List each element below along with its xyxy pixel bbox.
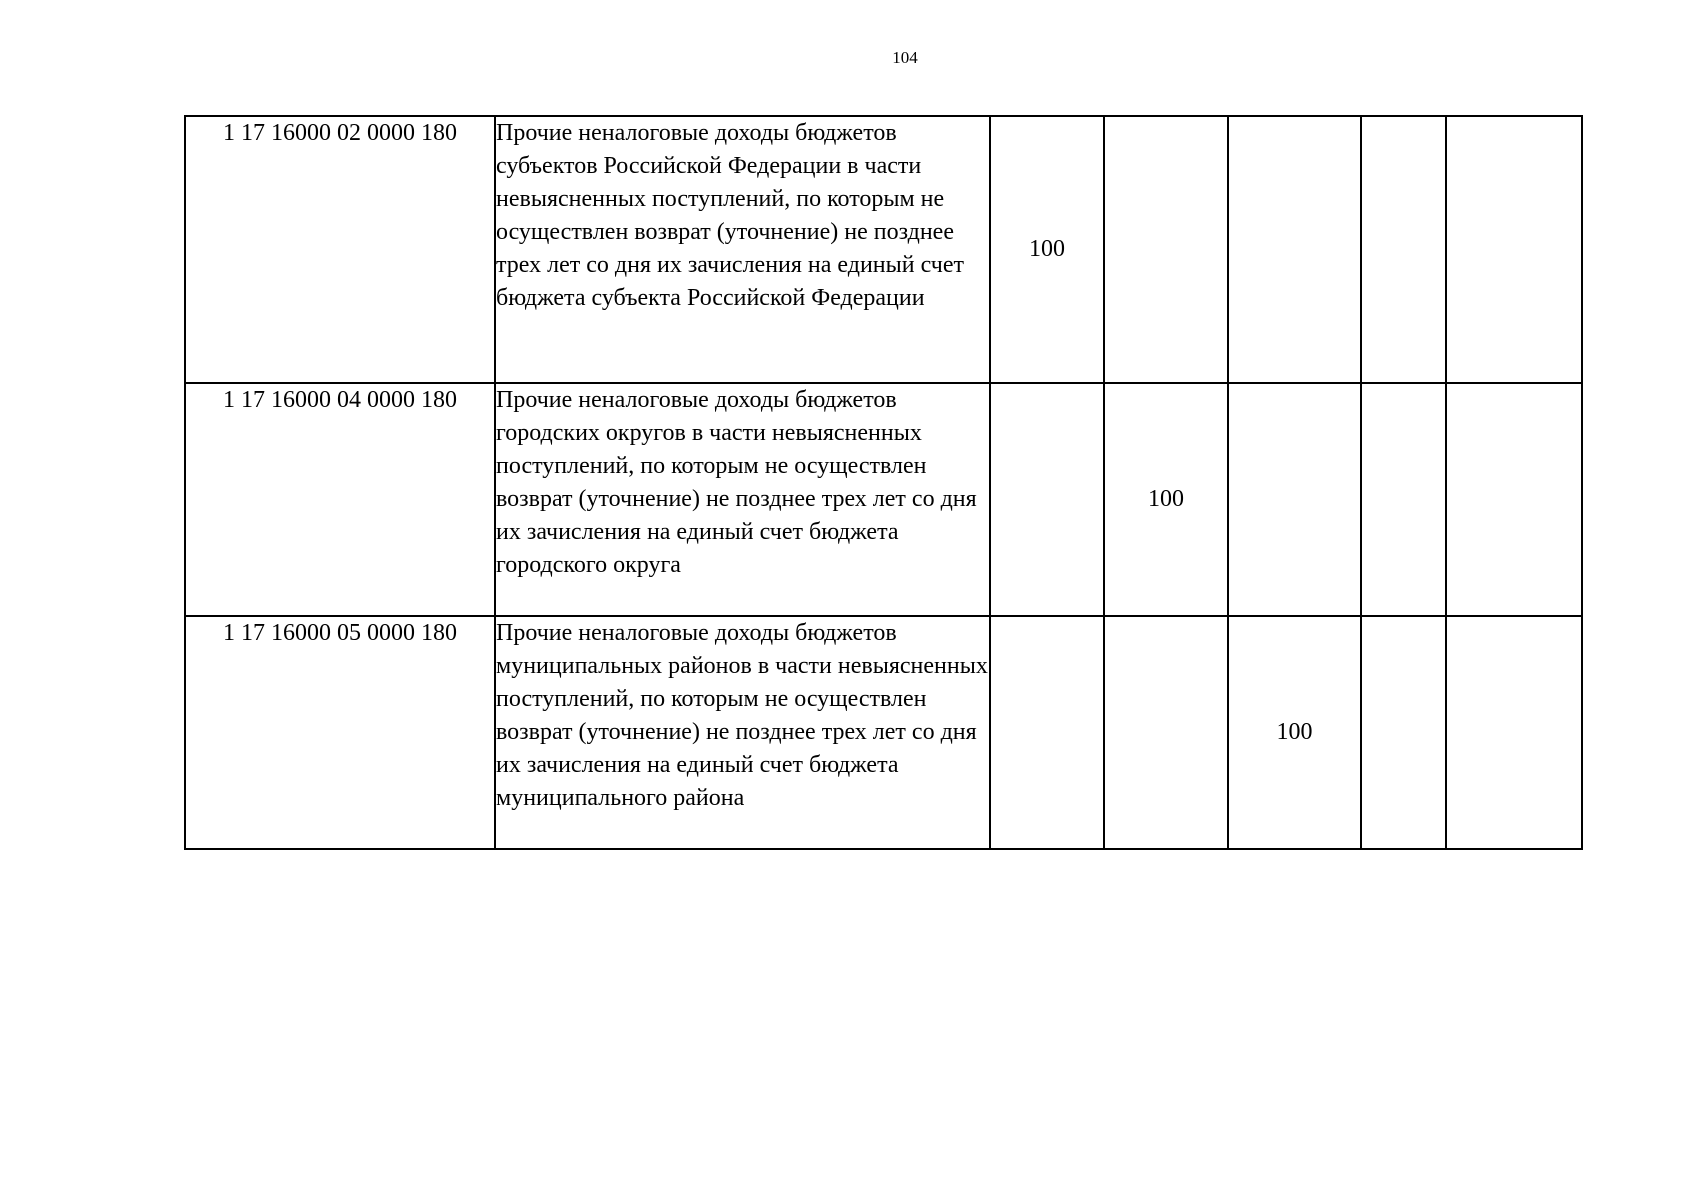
share-cell-3 <box>1228 383 1361 616</box>
revenue-code: 1 17 16000 04 0000 180 <box>185 383 495 616</box>
share-cell-4 <box>1361 383 1446 616</box>
budget-revenue-table <box>184 115 1583 850</box>
share-cell-4 <box>1361 616 1446 849</box>
share-cell-4 <box>1361 116 1446 383</box>
revenue-code: 1 17 16000 02 0000 180 <box>185 116 495 383</box>
share-cell-3 <box>1228 116 1361 383</box>
table-row <box>185 616 1582 849</box>
share-cell-2 <box>1104 116 1228 383</box>
share-cell-2: 100 <box>1104 383 1228 616</box>
share-cell-2 <box>1104 616 1228 849</box>
table-row <box>185 116 1582 383</box>
revenue-description: Прочие неналоговые доходы бюджетов субъектов Российской Федерации в части невыясненных поступлений, по которым не осуществлен возврат (уточнение) не позднее трех лет со дня их зачисления на единый счет бюджета субъекта Российской Федерации <box>495 116 990 383</box>
share-cell-1: 100 <box>990 116 1104 383</box>
share-cell-1 <box>990 616 1104 849</box>
table-row <box>185 383 1582 616</box>
revenue-description: Прочие неналоговые доходы бюджетов городских округов в части невыясненных поступлений, по которым не осуществлен возврат (уточнение) не позднее трех лет со дня их зачисления на единый счет бюджета городского округа <box>495 383 990 616</box>
page-number: 104 <box>892 48 918 67</box>
share-cell-3: 100 <box>1228 616 1361 849</box>
share-cell-5 <box>1446 616 1582 849</box>
share-cell-1 <box>990 383 1104 616</box>
revenue-description: Прочие неналоговые доходы бюджетов муниципальных районов в части невыясненных поступлений, по которым не осуществлен возврат (уточнение) не позднее трех лет со дня их зачисления на единый счет бюджета муниципального района <box>495 616 990 849</box>
share-cell-5 <box>1446 383 1582 616</box>
revenue-code: 1 17 16000 05 0000 180 <box>185 616 495 849</box>
share-cell-5 <box>1446 116 1582 383</box>
